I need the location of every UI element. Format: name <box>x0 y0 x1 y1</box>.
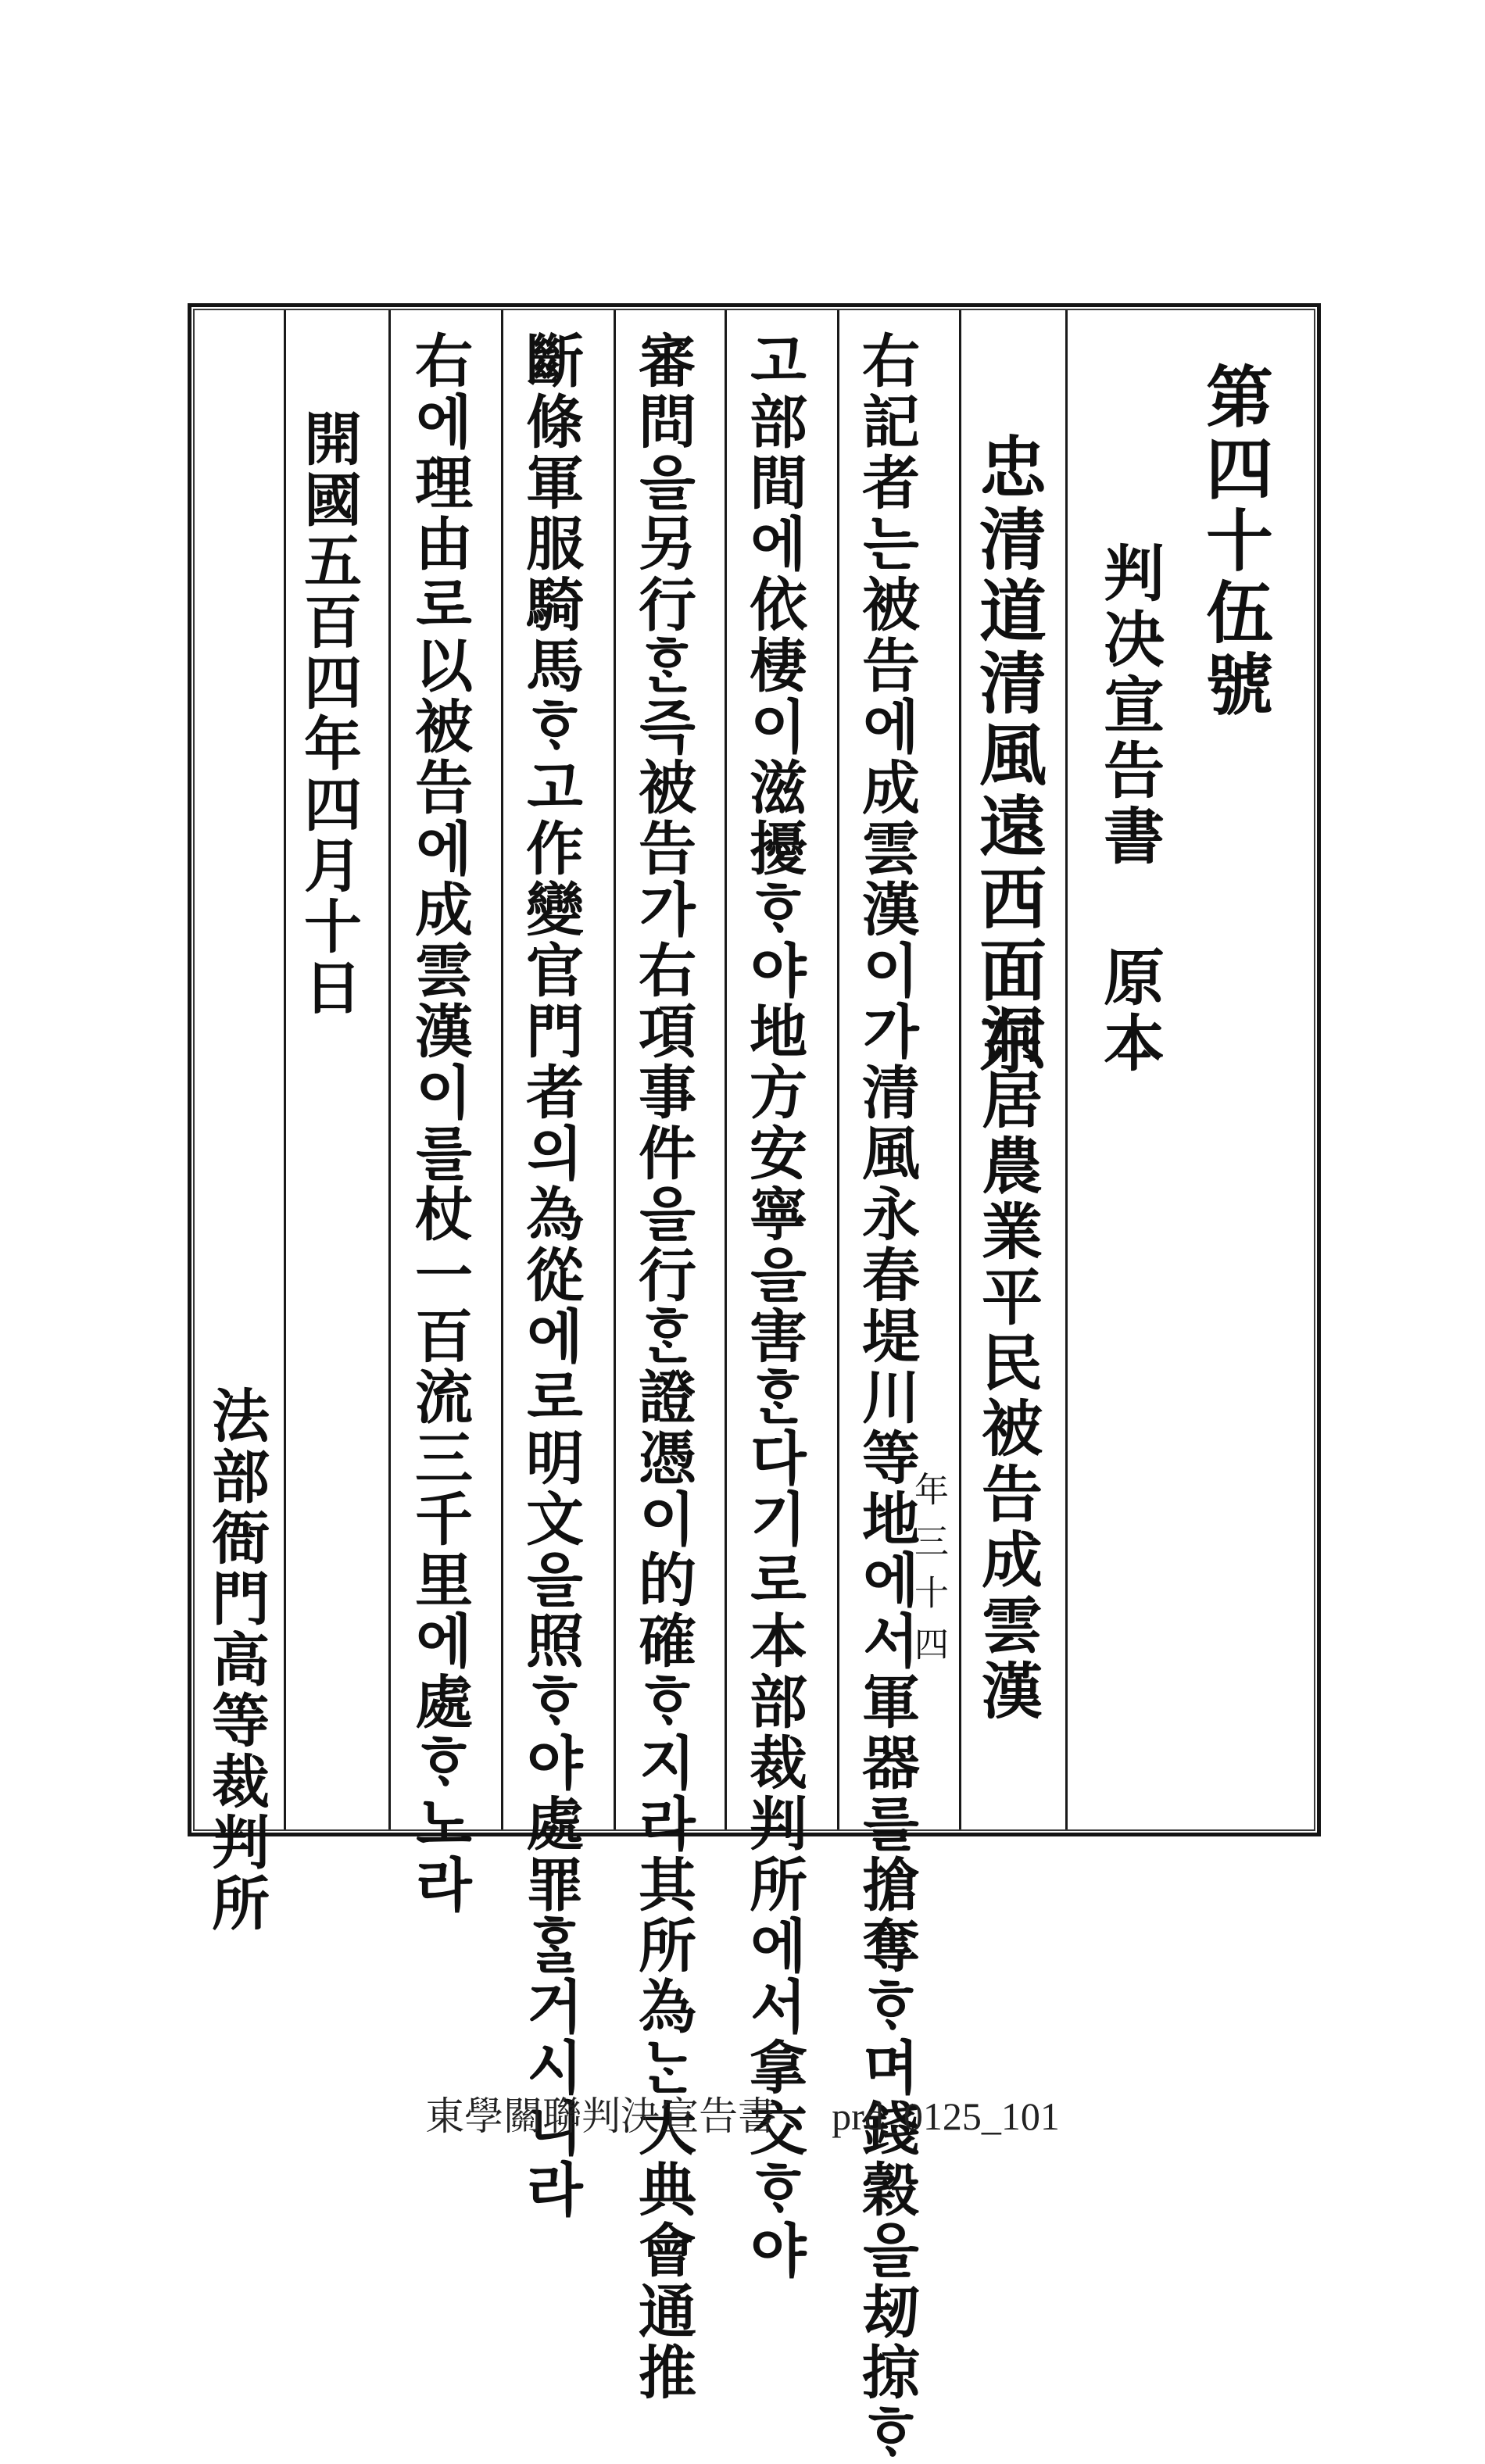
column-rule <box>284 310 286 1829</box>
column-rule <box>501 310 503 1829</box>
column-rule <box>959 310 961 1829</box>
column-rule <box>837 310 839 1829</box>
column-rule <box>614 310 616 1829</box>
judgment-line: 고部間에依棲이滋擾ᄒᆞ야地方安寧을害ᄒᆞᆫ다기로本部裁判所에서拿交ᄒᆞ야 <box>740 331 807 2281</box>
judgment-line: 斷條軍服騎馬ᄒᆞ고作變官門者의為從에로明文을照ᄒᆞ야處罪ᄒᆞᆯ거시니라 <box>517 331 584 2220</box>
page-footer <box>0 2085 1485 2141</box>
defendant-age: 年三十四 <box>908 1472 948 1678</box>
court-name: 法部衙門高等裁判所 <box>202 1386 270 1934</box>
judgment-line: 右記者는被告에成雲漢이가清風永春堤川等地에서軍器를搶奪ᄒᆞ며錢穀을刼掠ᄒᆞ <box>853 331 920 2464</box>
image-id: prd_0125_101 <box>832 2094 1060 2138</box>
defendant-name: 洞居農業平民被告成雲漢 <box>972 1003 1043 1725</box>
document-type: 判决宣告書 原本 <box>1093 542 1165 1077</box>
judgment-date: 開國五百四年四月十日 <box>295 409 362 1018</box>
column-rule <box>388 310 391 1829</box>
defendant-address: 忠清道清風遠西面东 <box>968 432 1047 1079</box>
collection-title: 東學關聯判決宣告書 <box>425 2094 778 2138</box>
judgment-line: 右에理由로以被告에成雲漢이를杖一百流三千里에處ᄒᆞ노라 <box>406 331 473 1915</box>
case-number: 第四十伍號 <box>1194 362 1273 721</box>
column-rule <box>1065 310 1068 1829</box>
judgment-line: 審問을另行ᄒᆞᆫ즉被告가右項事件을行ᄒᆞᆫ證憑이的確ᄒᆞ지라其所為ᄂᆞᆫ大典會通推 <box>629 331 696 2403</box>
column-rule <box>725 310 727 1829</box>
